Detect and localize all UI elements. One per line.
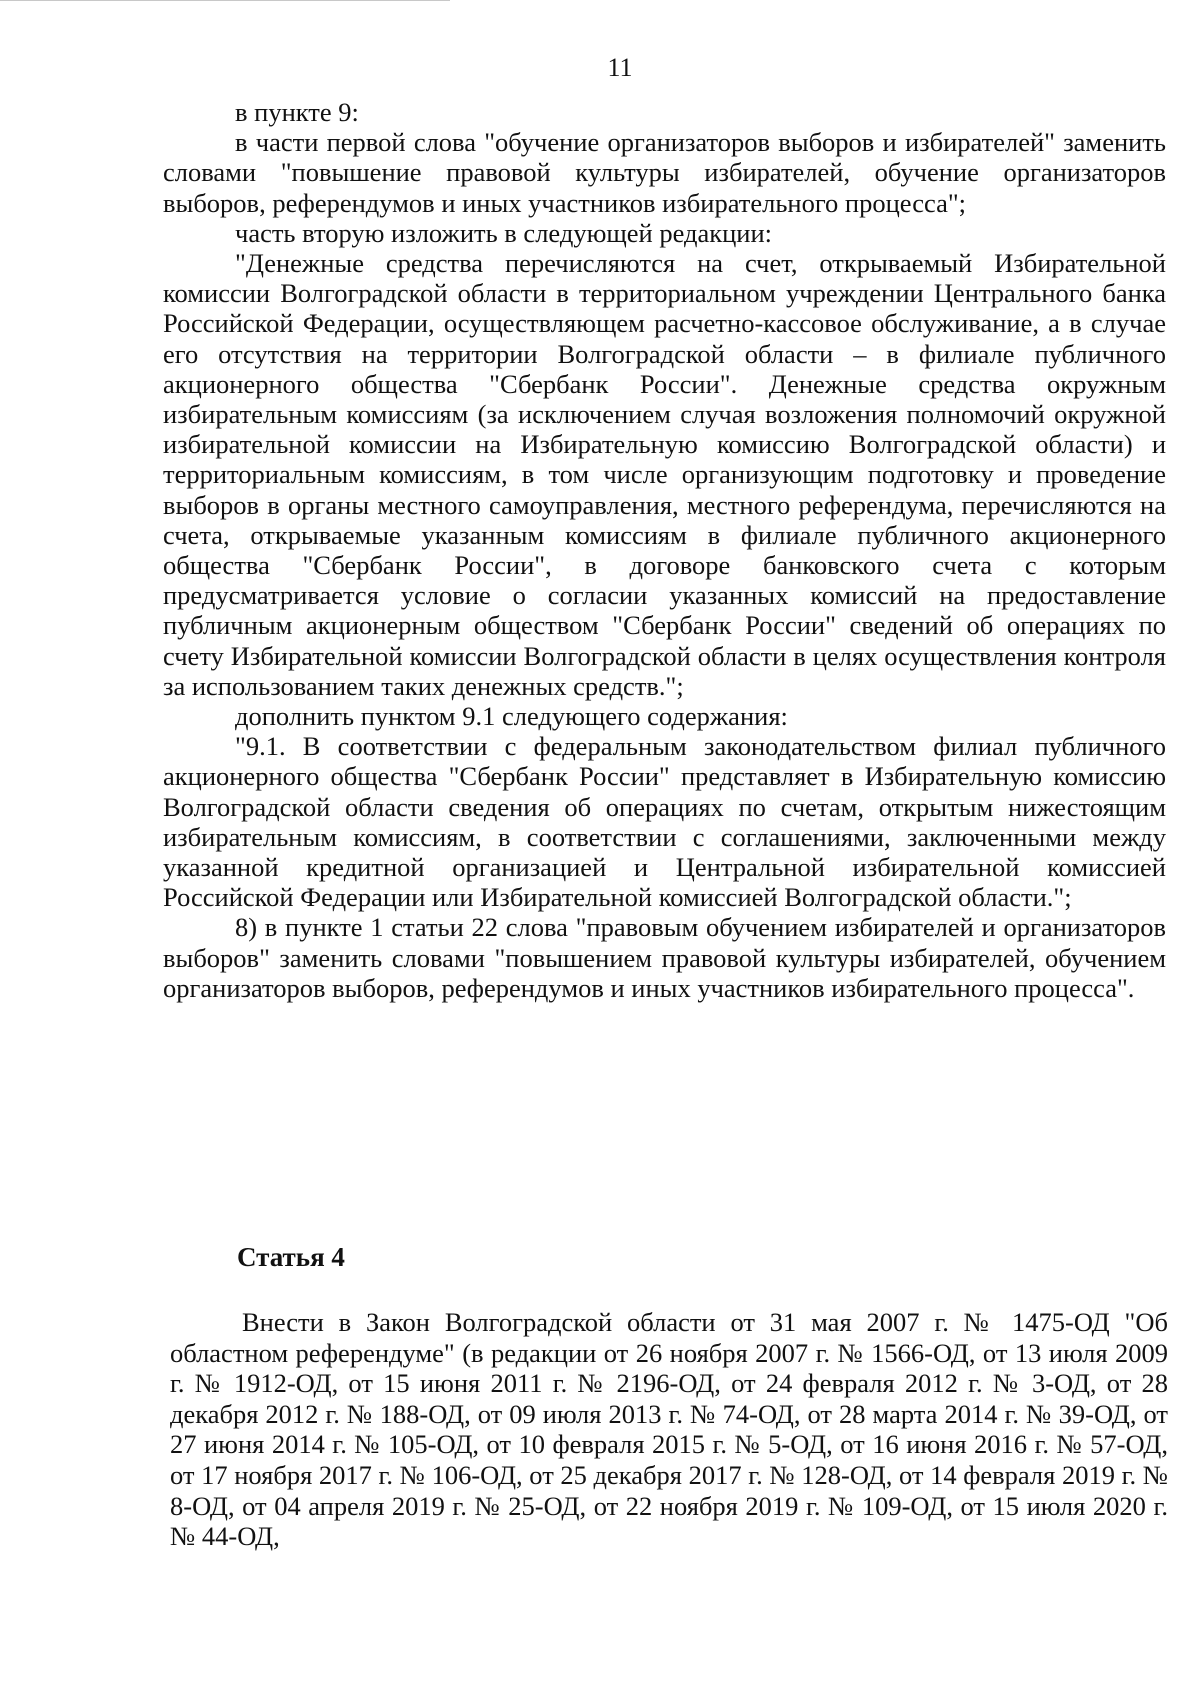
amendment-text (163, 97, 1166, 1003)
paragraph-part-one: в части первой слова "обучение организаторов выборов и избирателей" заменить словами "повышение правовой культуры избирателей, обучение организаторов выборов, референдумов и иных участников избирательного процесса"; (163, 127, 1166, 218)
paragraph-part-two-intro: часть вторую изложить в следующей редакции: (235, 217, 773, 248)
article-4-text (170, 1307, 1168, 1552)
article-heading: Статья 4 (237, 1242, 345, 1272)
scan-edge-line (0, 0, 450, 1)
paragraph-part-two-text: "Денежные средства перечисляются на счет, открываемый Избирательной комиссии Волгоградской области в территориальном учреждении Центрального банка Российской Федерации, осуществляющем расчетно-кассовое обслуживание, а в случае его отсутствия на территории Волгоградской области – в филиале публичного акционерного общества "Сбербанк России". Денежные средства окружным избирательным комиссиям (за исключением случая возложения полномочий окружной избирательной комиссии на Избирательную комиссию Волгоградской области) и территориальным комиссиям, в том числе организующим подготовку и проведение выборов в органы местного самоуправления, местного референдума, перечисляются на счета, открываемые указанным комиссиям в филиале публичного акционерного общества "Сбербанк России", в договоре банковского счета с которым предусматривается условие о согласии указанных комиссий на предоставление публичным акционерным обществом "Сбербанк России" сведений об операциях по счету Избирательной комиссии Волгоградской области в целях осуществления контроля за использованием таких денежных средств."; (163, 248, 1166, 701)
paragraph-item-8: 8) в пункте 1 статьи 22 слова "правовым обучением избирателей и организаторов выборов" заменить словами "повышением правовой культуры избирателей, обучением организаторов выборов, референдумов и иных участников избирательного процесса". (163, 912, 1166, 1003)
article-4-paragraph: Внести в Закон Волгоградской области от 31 мая 2007 г. № 1475-ОД "Об областном референдуме" (в редакции от 26 ноября 2007 г. № 1566-ОД, от 13 июля 2009 г. № 1912-ОД, от 15 июня 2011 г. № 2196-ОД, от 24 февраля 2012 г. № 3-ОД, от 28 декабря 2012 г. № 188-ОД, от 09 июля 2013 г. № 74-ОД, от 28 марта 2014 г. № 39-ОД, от 27 июня 2014 г. № 105-ОД, от 10 февраля 2015 г. № 5-ОД, от 16 июня 2016 г. № 57-ОД, от 17 ноября 2017 г. № 106-ОД, от 25 декабря 2017 г. № 128-ОД, от 14 февраля 2019 г. № 8-ОД, от 04 апреля 2019 г. № 25-ОД, от 22 ноября 2019 г. № 109-ОД, от 15 июля 2020 г. № 44-ОД, (170, 1307, 1168, 1552)
paragraph-point-9-intro: в пункте 9: (235, 97, 359, 127)
paragraph-point-9-1-text: "9.1. В соответствии с федеральным законодательством филиал публичного акционерного общества "Сбербанк России" представляет в Избирательную комиссию Волгоградской области сведения об операциях по счетам, открытым нижестоящим избирательным комиссиям, в соответствии с соглашениями, заключенными между указанной кредитной организацией и Центральной избирательной комиссией Российской Федерации или Избирательной комиссией Волгоградской области."; (163, 731, 1166, 913)
page-number: 11 (607, 53, 633, 82)
paragraph-point-9-1-intro: дополнить пунктом 9.1 следующего содержания: (235, 701, 788, 732)
